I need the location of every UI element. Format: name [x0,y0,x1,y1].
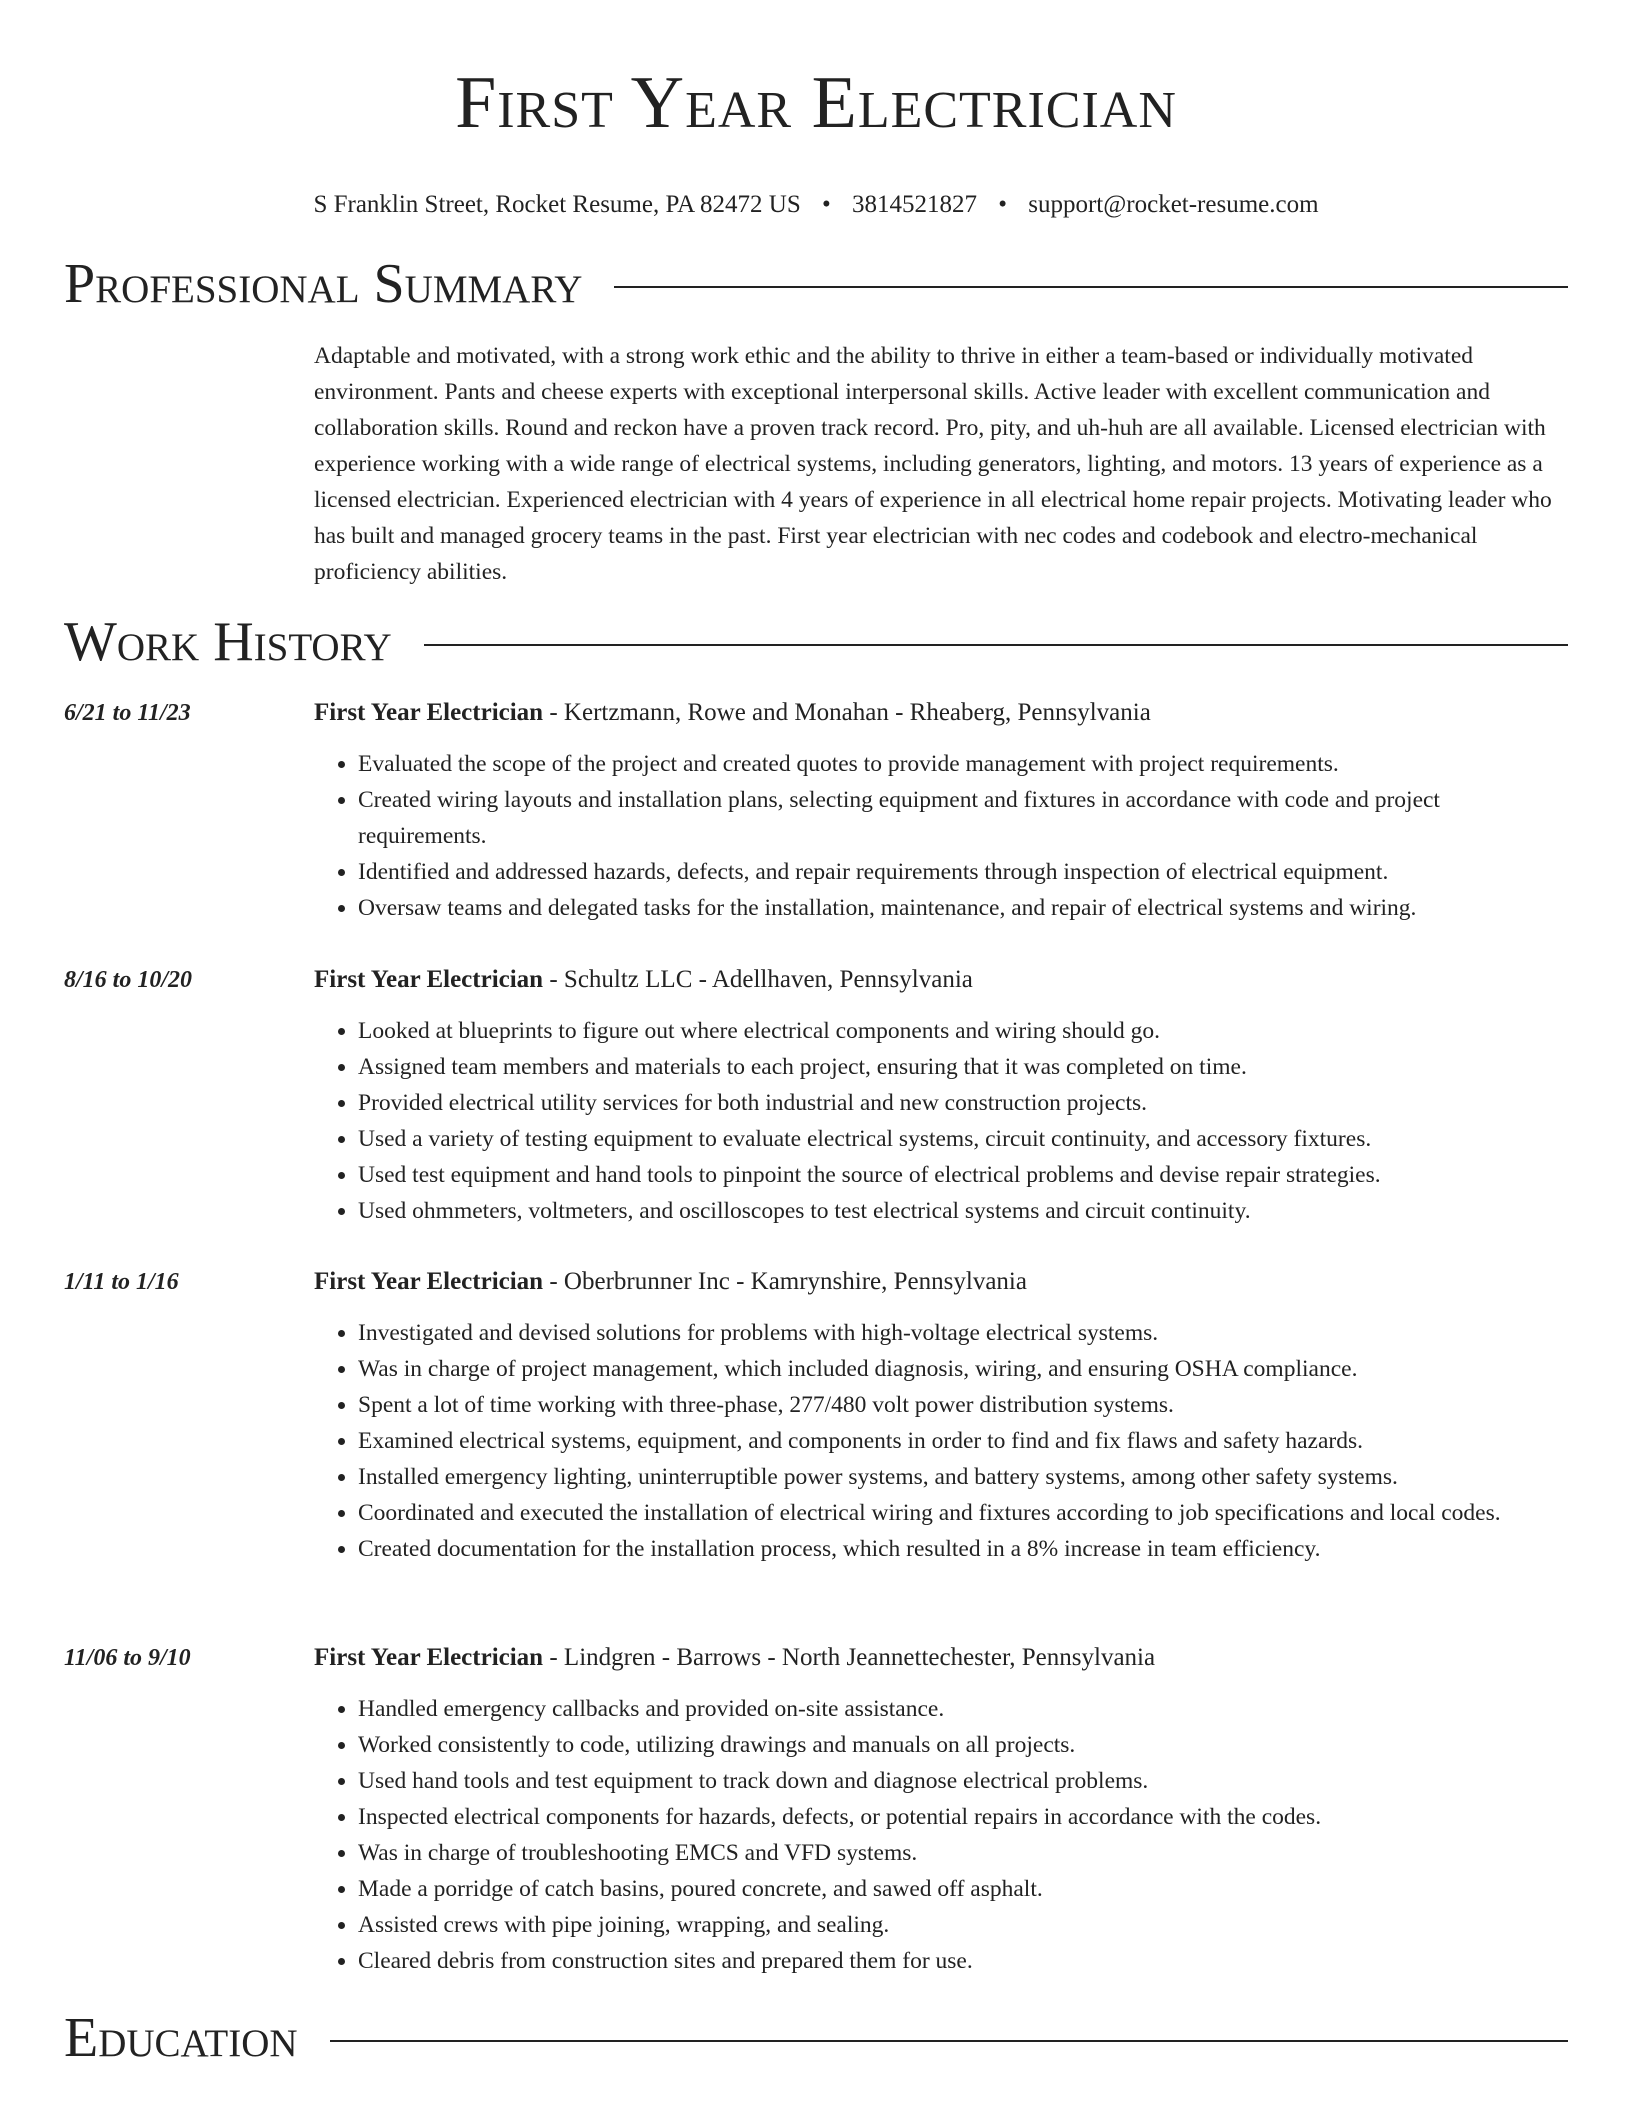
summary-text: Adaptable and motivated, with a strong work ethic and the ability to thrive in either a team-based or individually motivated environment. Pants and cheese experts with exceptional interpersonal skills. Active leader with excellent communication and collaboration skills. Round and reckon have a proven track record. Pro, pity, and uh-huh are all available. Licensed electrician with experience working with a wide range of electrical systems, including generators, lighting, and motors. 13 years of experience as a licensed electrician. Experienced electrician with 4 years of experience in all electrical home repair projects. Motivating leader who has built and managed grocery teams in the past. First year electrician with nec codes and codebook and electro-mechanical proficiency abilities. [314,343,1552,585]
job-employer: - Schultz LLC - Adellhaven, Pennsylvania [543,966,973,993]
job-heading [314,962,973,998]
contact-address: S Franklin Street, Rocket Resume, PA 82472 US [313,191,801,218]
contact-line [0,190,1632,220]
education-section-title: Education [64,2007,298,2069]
job-bullet: • Was in charge of project management, which included diagnosis, wiring, and ensuring OSHA compliance. [358,1351,1570,1387]
job-heading [314,1640,1155,1676]
job-bullets [314,1691,1570,1979]
job-bullet: • Spent a lot of time working with three-phase, 277/480 volt power distribution systems. [358,1387,1570,1423]
job-bullet: • Worked consistently to code, utilizing drawings and manuals on all projects. [358,1727,1570,1763]
job-heading [314,1264,1027,1300]
job-bullet: • Used test equipment and hand tools to pinpoint the source of electrical problems and devise repair strategies. [358,1157,1570,1193]
job-bullet: • Used a variety of testing equipment to evaluate electrical systems, circuit continuity, and accessory fixtures. [358,1121,1570,1157]
job-dates: 6/21 to 11/23 [64,700,191,726]
contact-phone: 3814521827 [851,191,977,218]
contact-email: support@rocket-resume.com [1028,191,1319,218]
section-divider [424,644,1568,646]
contact-separator: • [821,191,831,218]
education-section-header [64,2008,1568,2068]
section-divider [330,2040,1568,2042]
job-bullets [314,1315,1570,1567]
job-bullet: • Assigned team members and materials to each project, ensuring that it was completed on time. [358,1049,1570,1085]
job-bullet: • Examined electrical systems, equipment, and components in order to find and fix flaws and safety hazards. [358,1423,1570,1459]
job-bullet: • Oversaw teams and delegated tasks for the installation, maintenance, and repair of electrical systems and wiring. [358,890,1570,926]
job-bullet: • Created documentation for the installation process, which resulted in a 8% increase in team efficiency. [358,1531,1570,1567]
job-entry [64,962,1570,1229]
job-bullets [314,1013,1570,1229]
contact-separator: • [998,191,1007,218]
job-bullet: • Inspected electrical components for hazards, defects, or potential repairs in accordance with the codes. [358,1799,1570,1835]
job-bullet: • Identified and addressed hazards, defects, and repair requirements through inspection of electrical equipment. [358,854,1570,890]
job-bullet: • Was in charge of troubleshooting EMCS and VFD systems. [358,1835,1570,1871]
summary-section-title: Professional Summary [64,253,583,315]
job-bullet: • Looked at blueprints to figure out where electrical components and wiring should go. [358,1013,1570,1049]
job-title: First Year Electrician [314,699,544,726]
job-bullet: • Handled emergency callbacks and provided on-site assistance. [358,1691,1570,1727]
job-heading [314,695,1151,731]
job-bullet: • Assisted crews with pipe joining, wrapping, and sealing. [358,1907,1570,1943]
job-bullet: • Evaluated the scope of the project and created quotes to provide management with project requirements. [358,746,1570,782]
job-title: First Year Electrician [314,1268,544,1295]
job-employer: - Kertzmann, Rowe and Monahan - Rheaberg, Pennsylvania [543,699,1151,726]
job-bullets [314,746,1570,926]
job-bullet: • Investigated and devised solutions for problems with high-voltage electrical systems. [358,1315,1570,1351]
job-entry [64,1640,1570,1979]
work-section-title: Work History [64,611,392,673]
job-bullet: • Cleared debris from construction sites and prepared them for use. [358,1943,1570,1979]
job-bullet: • Coordinated and executed the installation of electrical wiring and fixtures according to job specifications and local codes. [358,1495,1570,1531]
job-dates: 11/06 to 9/10 [64,1645,191,1671]
candidate-name: First Year Electrician [455,62,1177,144]
job-entry [64,1264,1570,1567]
job-employer: - Oberbrunner Inc - Kamrynshire, Pennsylvania [543,1268,1027,1295]
work-section-header [64,612,1568,672]
job-bullet: • Made a porridge of catch basins, poured concrete, and sawed off asphalt. [358,1871,1570,1907]
job-dates: 1/11 to 1/16 [64,1269,179,1295]
job-title: First Year Electrician [314,1644,544,1671]
job-bullet: • Installed emergency lighting, uninterruptible power systems, and battery systems, among other safety systems. [358,1459,1570,1495]
section-divider [614,286,1568,288]
job-bullet: • Provided electrical utility services for both industrial and new construction projects. [358,1085,1570,1121]
job-title: First Year Electrician [314,966,544,993]
job-bullet: • Used ohmmeters, voltmeters, and oscilloscopes to test electrical systems and circuit continuity. [358,1193,1570,1229]
job-employer: - Lindgren - Barrows - North Jeannettechester, Pennsylvania [543,1644,1156,1671]
job-entry [64,695,1570,926]
job-bullet: • Created wiring layouts and installation plans, selecting equipment and fixtures in accordance with code and project requirements. [358,782,1570,854]
job-bullet: • Used hand tools and test equipment to track down and diagnose electrical problems. [358,1763,1570,1799]
job-dates: 8/16 to 10/20 [64,967,193,993]
summary-section-header [64,254,1568,314]
